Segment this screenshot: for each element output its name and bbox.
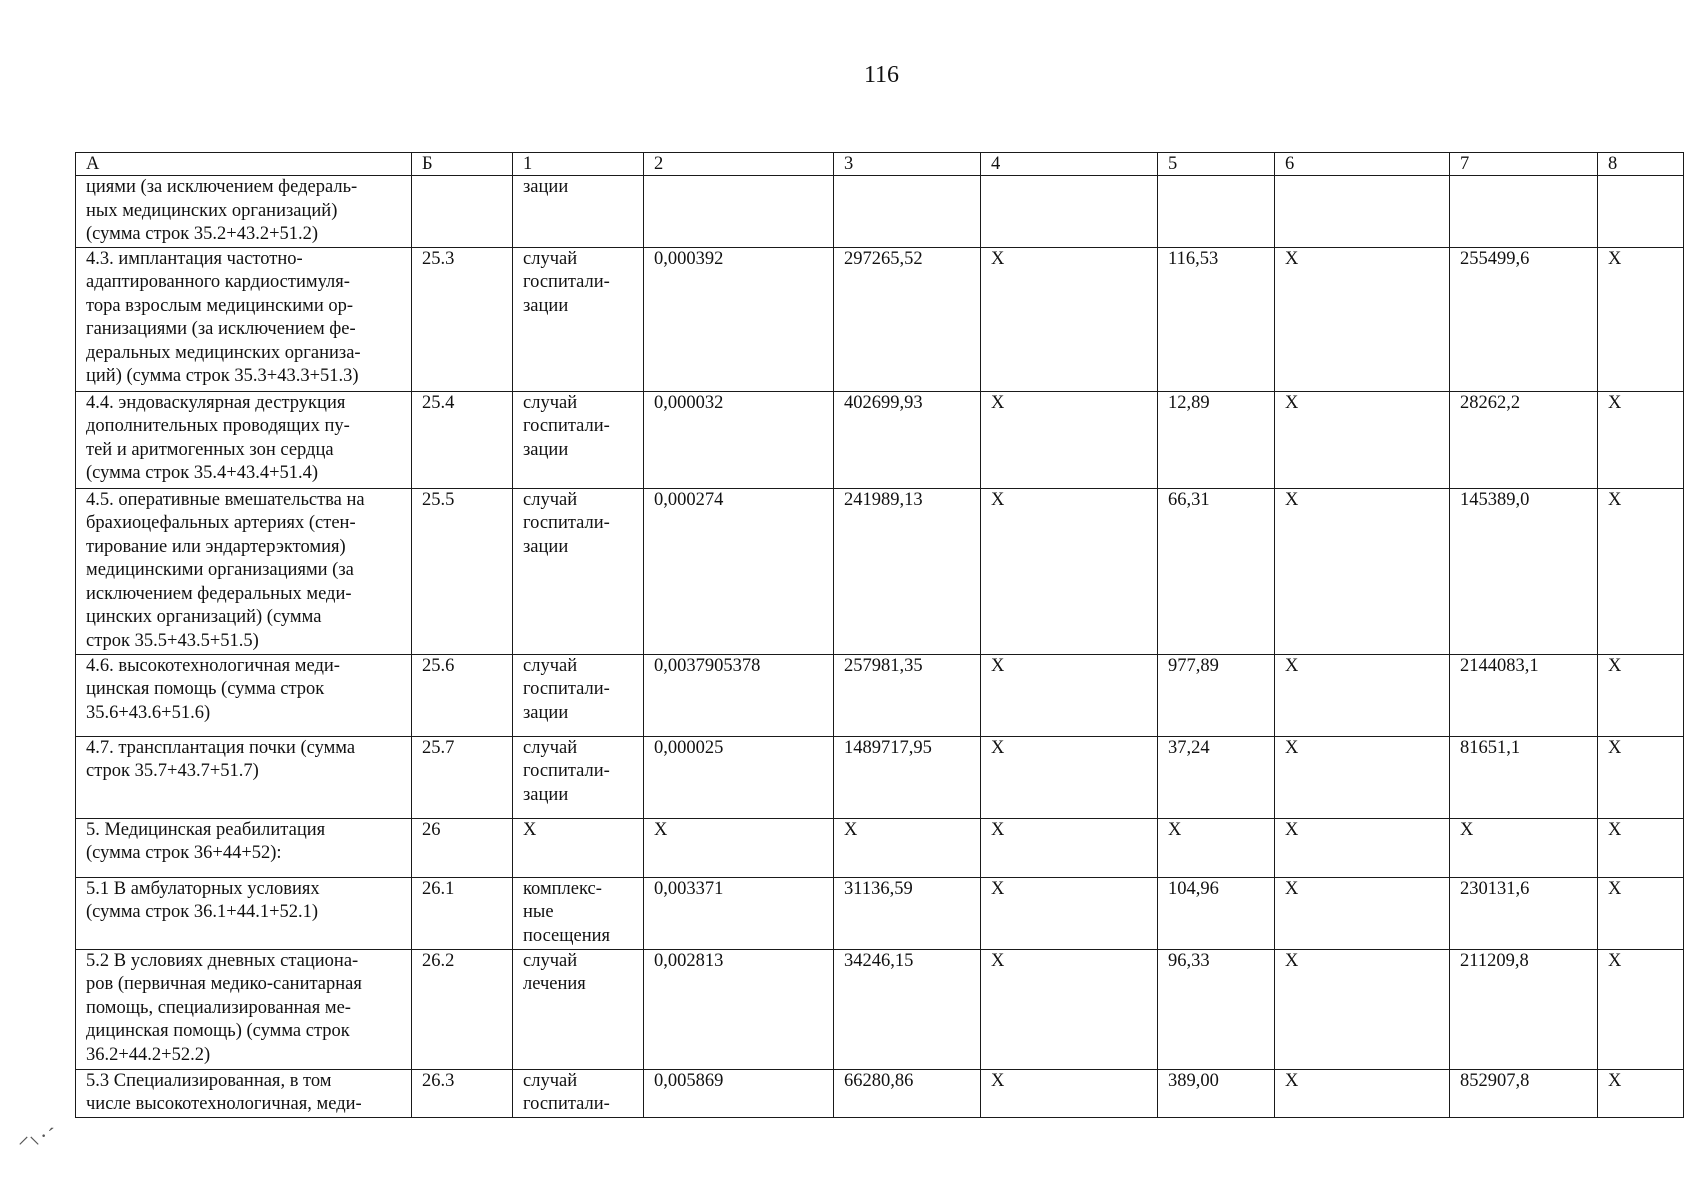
table-header-row [76, 153, 1684, 176]
table-cell: X [1598, 247, 1684, 391]
header-cell-b: Б [412, 153, 513, 176]
table-cell: X [1275, 247, 1450, 391]
header-cell-3: 3 [834, 153, 981, 176]
table-cell: 0,000392 [644, 247, 834, 391]
table-cell [1158, 176, 1275, 248]
table-cell: 145389,0 [1450, 488, 1598, 654]
table-cell: 26.2 [412, 949, 513, 1069]
table-row [76, 1069, 1684, 1117]
header-cell-6: 6 [1275, 153, 1450, 176]
table-cell: зации [513, 176, 644, 248]
table-cell: случай госпитали- зации [513, 391, 644, 488]
table-cell: 5.2 В условиях дневных стациона- ров (первичная медико-санитарная помощь, специализированная ме- дицинская помощь) (сумма строк 36.2+44.2+52.2) [76, 949, 412, 1069]
table-row [76, 736, 1684, 818]
table-cell: 104,96 [1158, 877, 1275, 949]
table-cell: X [1598, 488, 1684, 654]
table-cell: 1489717,95 [834, 736, 981, 818]
table-cell: X [1275, 949, 1450, 1069]
table-cell: 5.3 Специализированная, в том числе высокотехнологичная, меди- [76, 1069, 412, 1117]
table-cell: 0,005869 [644, 1069, 834, 1117]
table-cell [412, 176, 513, 248]
table-cell: 0,003371 [644, 877, 834, 949]
table-cell: случай госпитали- зации [513, 654, 644, 736]
table-cell: случай госпитали- зации [513, 736, 644, 818]
table-cell: 4.4. эндоваскулярная деструкция дополнительных проводящих пу- тей и аритмогенных зон сердца (сумма строк 35.4+43.4+51.4) [76, 391, 412, 488]
table-cell [981, 176, 1158, 248]
table-cell: случай госпитали- [513, 1069, 644, 1117]
table-cell: 0,000025 [644, 736, 834, 818]
table-cell: 389,00 [1158, 1069, 1275, 1117]
header-cell-4: 4 [981, 153, 1158, 176]
table-cell: 257981,35 [834, 654, 981, 736]
table-cell: 4.6. высокотехнологичная меди- цинская помощь (сумма строк 35.6+43.6+51.6) [76, 654, 412, 736]
table-row [76, 176, 1684, 248]
table-cell: X [1598, 391, 1684, 488]
table-cell [1450, 176, 1598, 248]
header-cell-a: А [76, 153, 412, 176]
table-cell: 12,89 [1158, 391, 1275, 488]
table-cell: X [1275, 818, 1450, 877]
table-cell: X [513, 818, 644, 877]
table-cell [1598, 176, 1684, 248]
table-cell: 402699,93 [834, 391, 981, 488]
table-cell: 5.1 В амбулаторных условиях (сумма строк 36.1+44.1+52.1) [76, 877, 412, 949]
table-row [76, 949, 1684, 1069]
table-row [76, 818, 1684, 877]
table-cell: X [981, 654, 1158, 736]
table-cell: X [644, 818, 834, 877]
table-row [76, 247, 1684, 391]
page-number: 116 [863, 62, 900, 88]
table-cell: комплекс- ные посещения [513, 877, 644, 949]
table-cell: 28262,2 [1450, 391, 1598, 488]
table-cell: 0,0037905378 [644, 654, 834, 736]
table-row [76, 391, 1684, 488]
table-cell: 116,53 [1158, 247, 1275, 391]
table-cell: 66280,86 [834, 1069, 981, 1117]
header-cell-7: 7 [1450, 153, 1598, 176]
table-cell: X [1598, 949, 1684, 1069]
table-cell: 31136,59 [834, 877, 981, 949]
table-cell: 26.3 [412, 1069, 513, 1117]
table-cell: случай госпитали- зации [513, 247, 644, 391]
table-cell: случай госпитали- зации [513, 488, 644, 654]
table-cell: X [981, 391, 1158, 488]
header-cell-1: 1 [513, 153, 644, 176]
table-cell: 255499,6 [1450, 247, 1598, 391]
table-cell: X [981, 818, 1158, 877]
table-cell: X [1275, 488, 1450, 654]
table-cell: X [1598, 1069, 1684, 1117]
handwritten-mark: ⸝⸜·ˊ [18, 1123, 55, 1148]
table-cell: циями (за исключением федераль- ных медицинских организаций) (сумма строк 35.2+43.2+51.2) [76, 176, 412, 248]
table-cell: 4.5. оперативные вмешательства на брахиоцефальных артериях (стен- тирование или эндартерэктомия) медицинскими организациями (за исключением федеральных меди- цинских организаций) (сумма строк 35.5+43.5+51.5) [76, 488, 412, 654]
header-cell-5: 5 [1158, 153, 1275, 176]
table-cell: 25.5 [412, 488, 513, 654]
table-cell: 852907,8 [1450, 1069, 1598, 1117]
table-cell: 34246,15 [834, 949, 981, 1069]
table-cell: X [1598, 818, 1684, 877]
table-cell [1275, 176, 1450, 248]
table-cell: 81651,1 [1450, 736, 1598, 818]
table-cell: X [1275, 654, 1450, 736]
table-cell: X [1598, 654, 1684, 736]
table-cell: 26 [412, 818, 513, 877]
table-cell: X [1275, 1069, 1450, 1117]
table-cell: 96,33 [1158, 949, 1275, 1069]
header-cell-8: 8 [1598, 153, 1684, 176]
table-cell: 5. Медицинская реабилитация (сумма строк 36+44+52): [76, 818, 412, 877]
table-row [76, 877, 1684, 949]
table-row [76, 488, 1684, 654]
table-cell: 25.6 [412, 654, 513, 736]
data-table [75, 152, 1684, 1118]
table-cell: X [1450, 818, 1598, 877]
table-cell: X [981, 877, 1158, 949]
table-cell: 230131,6 [1450, 877, 1598, 949]
table-cell: X [981, 736, 1158, 818]
table-cell: X [981, 949, 1158, 1069]
table-cell [834, 176, 981, 248]
header-cell-2: 2 [644, 153, 834, 176]
table-cell: 26.1 [412, 877, 513, 949]
table-cell: 25.4 [412, 391, 513, 488]
table-cell: 977,89 [1158, 654, 1275, 736]
table-cell: 241989,13 [834, 488, 981, 654]
table-cell: 37,24 [1158, 736, 1275, 818]
table-cell [644, 176, 834, 248]
table-cell: X [981, 247, 1158, 391]
table-cell: X [1275, 391, 1450, 488]
table-cell: X [1275, 736, 1450, 818]
table-row [76, 654, 1684, 736]
table-cell: 25.3 [412, 247, 513, 391]
table-cell: X [981, 488, 1158, 654]
table-cell: X [1158, 818, 1275, 877]
table-cell: X [981, 1069, 1158, 1117]
table-cell: 4.7. трансплантация почки (сумма строк 35.7+43.7+51.7) [76, 736, 412, 818]
table-cell: X [1598, 736, 1684, 818]
table-cell: X [1598, 877, 1684, 949]
table-cell: 66,31 [1158, 488, 1275, 654]
table-cell: 0,002813 [644, 949, 834, 1069]
table-cell: 4.3. имплантация частотно- адаптированного кардиостимуля- тора взрослым медицинскими ор- ганизациями (за исключением фе- деральных медицинских организа- ций) (сумма строк 35.3+43.3+51.3) [76, 247, 412, 391]
table-cell: 25.7 [412, 736, 513, 818]
table-body [76, 176, 1684, 1118]
table-cell: X [834, 818, 981, 877]
table-cell: 211209,8 [1450, 949, 1598, 1069]
table-cell: X [1275, 877, 1450, 949]
table-cell: 0,000032 [644, 391, 834, 488]
table-cell: случай лечения [513, 949, 644, 1069]
table-cell: 2144083,1 [1450, 654, 1598, 736]
table-cell: 0,000274 [644, 488, 834, 654]
table-cell: 297265,52 [834, 247, 981, 391]
